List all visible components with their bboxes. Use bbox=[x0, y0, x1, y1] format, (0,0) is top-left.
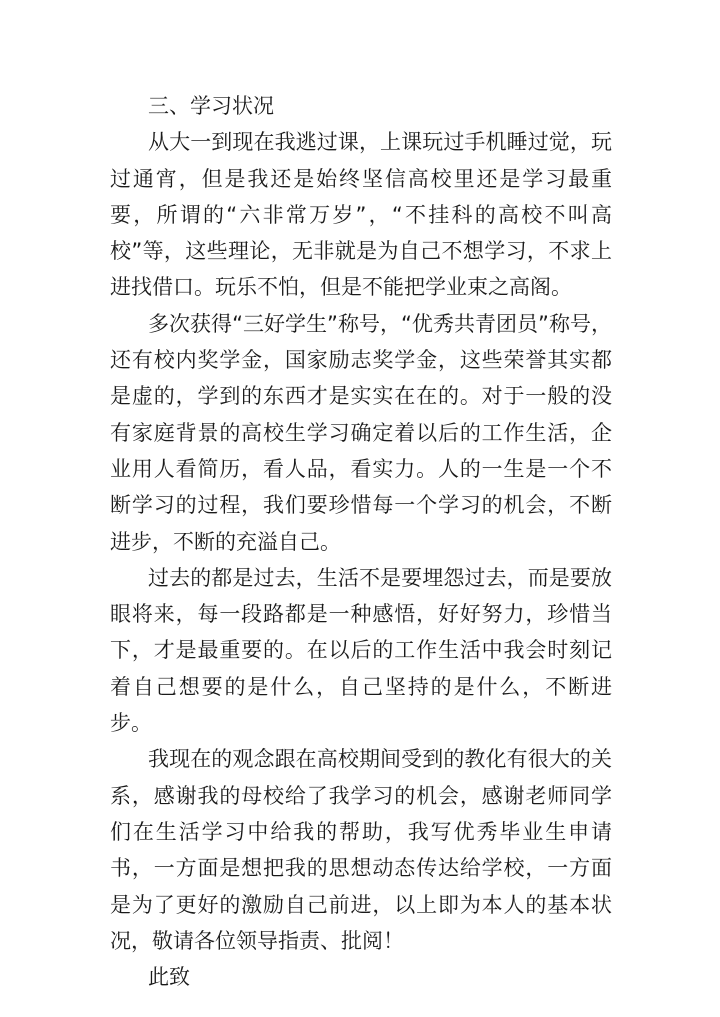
paragraph-gratitude: 我现在的观念跟在高校期间受到的教化有很大的关系，感谢我的母校给了我学习的机会，感谢老师同学们在生活学习中给我的帮助，我写优秀毕业生申请书，一方面是想把我的思想动态传达给学校，一方面是为了更好的激励自己前进，以上即为本人的基本状况，敬请各位领导指责、批阅！ bbox=[110, 747, 612, 953]
section-heading: 三、学习状况 bbox=[148, 94, 274, 118]
paragraph-honors: 多次获得“三好学生”称号，“优秀共青团员”称号，还有校内奖学金，国家励志奖学金，这些荣誉其实都是虚的，学到的东西才是实实在在的。对于一般的没有家庭背景的高校生学习确定着以后的工作生活，企业用人看简历，看人品，看实力。人的一生是一个不断学习的过程，我们要珍惜每一个学习的机会，不断进步，不断的充溢自己。 bbox=[110, 311, 612, 554]
paragraph-reflection: 过去的都是过去，生活不是要埋怨过去，而是要放眼将来，每一段路都是一种感悟，好好努力，珍惜当下，才是最重要的。在以后的工作生活中我会时刻记着自己想要的是什么，自己坚持的是什么，不断进步。 bbox=[110, 565, 612, 736]
closing-salutation: 此致 bbox=[148, 965, 190, 990]
paragraph-study-habits: 从大一到现在我逃过课，上课玩过手机睡过觉，玩过通宵，但是我还是始终坚信高校里还是学习最重要，所谓的“六非常万岁”，“不挂科的高校不叫高校”等，这些理论，无非就是为自己不想学习，不求上进找借口。玩乐不怕，但是不能把学业束之高阁。 bbox=[110, 130, 612, 300]
document-body bbox=[110, 88, 612, 995]
